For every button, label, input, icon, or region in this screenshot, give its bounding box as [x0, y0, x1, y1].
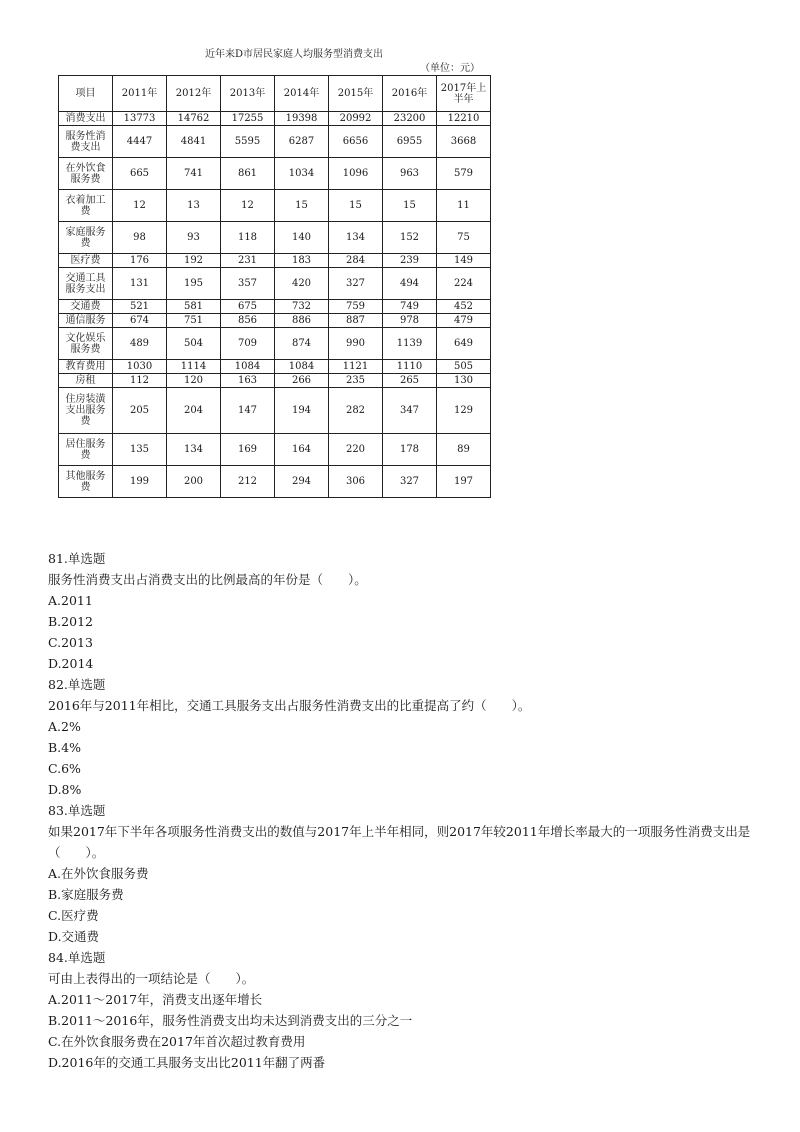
row-item-label: 服务性消费支出 [59, 126, 113, 158]
table-cell: 192 [167, 254, 221, 268]
table-row [59, 388, 491, 434]
table-cell: 152 [383, 222, 437, 254]
table-cell: 3668 [437, 126, 491, 158]
table-cell: 327 [329, 268, 383, 300]
table-cell: 195 [167, 268, 221, 300]
table-cell: 5595 [221, 126, 275, 158]
table-cell: 130 [437, 374, 491, 388]
table-cell: 327 [383, 466, 437, 498]
answer-option[interactable]: C.6% [48, 761, 81, 776]
row-item-label: 在外饮食服务费 [59, 158, 113, 190]
table-cell: 1114 [167, 360, 221, 374]
table-cell: 176 [113, 254, 167, 268]
table-cell: 15 [383, 190, 437, 222]
table-cell: 990 [329, 328, 383, 360]
table-cell: 140 [275, 222, 329, 254]
table-cell: 1096 [329, 158, 383, 190]
row-item-label: 家庭服务费 [59, 222, 113, 254]
header-cell: 2013年 [221, 76, 275, 112]
table-row [59, 360, 491, 374]
table-cell: 220 [329, 434, 383, 466]
table-row [59, 374, 491, 388]
header-cell: 2012年 [167, 76, 221, 112]
table-row [59, 112, 491, 126]
table-cell: 674 [113, 314, 167, 328]
table-row [59, 190, 491, 222]
table-cell: 963 [383, 158, 437, 190]
table-cell: 12210 [437, 112, 491, 126]
table-cell: 134 [329, 222, 383, 254]
table-cell: 861 [221, 158, 275, 190]
table-cell: 14762 [167, 112, 221, 126]
row-item-label: 房租 [59, 374, 113, 388]
answer-option[interactable]: A.2% [48, 719, 81, 734]
table-cell: 887 [329, 314, 383, 328]
table-cell: 205 [113, 388, 167, 434]
table-cell: 732 [275, 300, 329, 314]
row-item-label: 其他服务费 [59, 466, 113, 498]
question-number: 81.单选题 [48, 551, 106, 566]
table-body [59, 112, 491, 498]
table-cell: 1084 [221, 360, 275, 374]
table-cell: 282 [329, 388, 383, 434]
table-cell: 1030 [113, 360, 167, 374]
table-cell: 199 [113, 466, 167, 498]
answer-option[interactable]: B.4% [48, 740, 81, 755]
row-item-label: 交通费 [59, 300, 113, 314]
table-cell: 134 [167, 434, 221, 466]
table-row [59, 158, 491, 190]
table-title: 近年来D市居民家庭人均服务型消费支出 [204, 49, 384, 60]
table-cell: 19398 [275, 112, 329, 126]
table-cell: 6287 [275, 126, 329, 158]
table-cell: 749 [383, 300, 437, 314]
table-cell: 204 [167, 388, 221, 434]
table-cell: 147 [221, 388, 275, 434]
table-row [59, 300, 491, 314]
table-cell: 1034 [275, 158, 329, 190]
table-cell: 6955 [383, 126, 437, 158]
table-cell: 265 [383, 374, 437, 388]
header-cell: 2017年上半年 [437, 76, 491, 112]
table-header-row [59, 76, 491, 112]
table-cell: 118 [221, 222, 275, 254]
header-cell: 项目 [59, 76, 113, 112]
table-cell: 347 [383, 388, 437, 434]
answer-option[interactable]: D.2014 [48, 656, 94, 671]
expenditure-table-block [58, 48, 490, 498]
header-cell: 2015年 [329, 76, 383, 112]
table-cell: 978 [383, 314, 437, 328]
table-cell: 23200 [383, 112, 437, 126]
question-number: 83.单选题 [48, 803, 106, 818]
table-cell: 15 [329, 190, 383, 222]
table-cell: 194 [275, 388, 329, 434]
table-cell: 13773 [113, 112, 167, 126]
answer-option[interactable]: D.2016年的交通工具服务支出比2011年翻了两番 [48, 1055, 326, 1070]
table-cell: 20992 [329, 112, 383, 126]
question-list [48, 548, 768, 1073]
table-row [59, 268, 491, 300]
table-cell: 6656 [329, 126, 383, 158]
table-cell: 224 [437, 268, 491, 300]
table-cell: 1139 [383, 328, 437, 360]
table-cell: 239 [383, 254, 437, 268]
table-cell: 709 [221, 328, 275, 360]
table-cell: 129 [437, 388, 491, 434]
table-cell: 12 [113, 190, 167, 222]
table-cell: 4841 [167, 126, 221, 158]
answer-option[interactable]: B.2011～2016年，服务性消费支出均未达到消费支出的三分之一 [48, 1013, 413, 1028]
table-cell: 420 [275, 268, 329, 300]
table-cell: 886 [275, 314, 329, 328]
row-item-label: 文化娱乐服务费 [59, 328, 113, 360]
table-cell: 112 [113, 374, 167, 388]
table-row [59, 434, 491, 466]
table-cell: 649 [437, 328, 491, 360]
answer-option[interactable]: A.2011～2017年，消费支出逐年增长 [48, 992, 263, 1007]
table-cell: 505 [437, 360, 491, 374]
answer-option[interactable]: D.8% [48, 782, 82, 797]
table-cell: 135 [113, 434, 167, 466]
table-cell: 200 [167, 466, 221, 498]
table-cell: 856 [221, 314, 275, 328]
answer-option[interactable]: C.在外饮食服务费在2017年首次超过教育费用 [48, 1034, 306, 1049]
table-cell: 741 [167, 158, 221, 190]
table-cell: 178 [383, 434, 437, 466]
table-cell: 231 [221, 254, 275, 268]
table-cell: 306 [329, 466, 383, 498]
table-row [59, 222, 491, 254]
question-stem: 如果2017年下半年各项服务性消费支出的数值与2017年上半年相同，则2017年较2011年增长率最大的一项服务性消费支出是（ ）。 [48, 824, 751, 860]
table-cell: 1121 [329, 360, 383, 374]
table-cell: 489 [113, 328, 167, 360]
table-cell: 294 [275, 466, 329, 498]
question-number: 84.单选题 [48, 950, 106, 965]
answer-option[interactable]: B.家庭服务费 [48, 887, 124, 902]
table-cell: 874 [275, 328, 329, 360]
table-cell: 15 [275, 190, 329, 222]
table-cell: 675 [221, 300, 275, 314]
table-cell: 120 [167, 374, 221, 388]
table-cell: 212 [221, 466, 275, 498]
header-cell: 2014年 [275, 76, 329, 112]
table-cell: 266 [275, 374, 329, 388]
table-cell: 1084 [275, 360, 329, 374]
table-cell: 169 [221, 434, 275, 466]
question-stem: 2016年与2011年相比，交通工具服务支出占服务性消费支出的比重提高了约（ ）。 [48, 698, 531, 713]
table-cell: 235 [329, 374, 383, 388]
table-cell: 479 [437, 314, 491, 328]
table-cell: 93 [167, 222, 221, 254]
table-cell: 581 [167, 300, 221, 314]
row-item-label: 教育费用 [59, 360, 113, 374]
table-cell: 751 [167, 314, 221, 328]
answer-option[interactable]: A.2011 [48, 593, 93, 608]
table-cell: 494 [383, 268, 437, 300]
answer-option[interactable]: C.医疗费 [48, 908, 99, 923]
row-item-label: 通信服务 [59, 314, 113, 328]
answer-option[interactable]: D.交通费 [48, 929, 100, 944]
table-cell: 665 [113, 158, 167, 190]
table-cell: 452 [437, 300, 491, 314]
row-item-label: 消费支出 [59, 112, 113, 126]
table-cell: 504 [167, 328, 221, 360]
table-cell: 11 [437, 190, 491, 222]
header-cell: 2016年 [383, 76, 437, 112]
header-cell: 2011年 [113, 76, 167, 112]
table-row [59, 314, 491, 328]
question-number: 82.单选题 [48, 677, 106, 692]
expenditure-table [58, 75, 491, 498]
answer-option[interactable]: A.在外饮食服务费 [48, 866, 149, 881]
table-cell: 89 [437, 434, 491, 466]
row-item-label: 住房装潢支出服务费 [59, 388, 113, 434]
table-cell: 1110 [383, 360, 437, 374]
table-cell: 131 [113, 268, 167, 300]
table-row [59, 466, 491, 498]
answer-option[interactable]: B.2012 [48, 614, 93, 629]
answer-option[interactable]: C.2013 [48, 635, 93, 650]
row-item-label: 医疗费 [59, 254, 113, 268]
table-row [59, 254, 491, 268]
row-item-label: 交通工具服务支出 [59, 268, 113, 300]
table-cell: 75 [437, 222, 491, 254]
question-stem: 服务性消费支出占消费支出的比例最高的年份是（ ）。 [48, 572, 367, 587]
table-cell: 163 [221, 374, 275, 388]
table-cell: 183 [275, 254, 329, 268]
table-cell: 149 [437, 254, 491, 268]
table-cell: 12 [221, 190, 275, 222]
table-cell: 17255 [221, 112, 275, 126]
table-cell: 521 [113, 300, 167, 314]
table-cell: 357 [221, 268, 275, 300]
table-row [59, 328, 491, 360]
table-cell: 759 [329, 300, 383, 314]
question-stem: 可由上表得出的一项结论是（ ）。 [48, 971, 255, 986]
table-cell: 13 [167, 190, 221, 222]
row-item-label: 衣着加工费 [59, 190, 113, 222]
table-unit: （单位：元） [420, 63, 480, 74]
table-cell: 4447 [113, 126, 167, 158]
table-cell: 197 [437, 466, 491, 498]
table-cell: 579 [437, 158, 491, 190]
table-cell: 164 [275, 434, 329, 466]
table-cell: 98 [113, 222, 167, 254]
table-row [59, 126, 491, 158]
row-item-label: 居住服务费 [59, 434, 113, 466]
table-cell: 284 [329, 254, 383, 268]
